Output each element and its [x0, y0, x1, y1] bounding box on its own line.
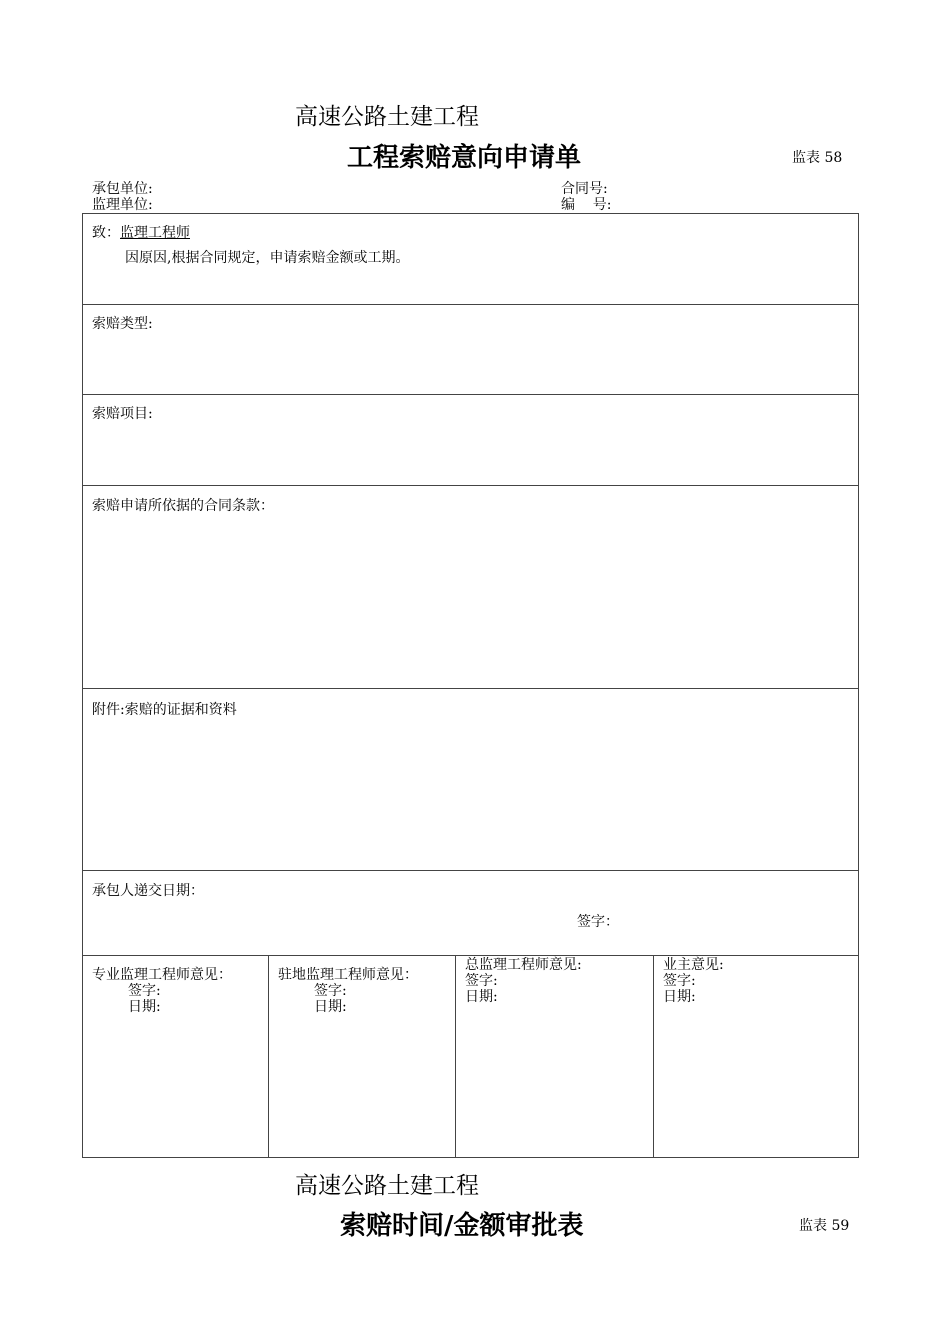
chief-engineer-opinion: 总监理工程师意见:	[465, 957, 582, 973]
claim-type-label: 索赔类型:	[92, 316, 153, 332]
owner-sign: 签字:	[663, 973, 696, 989]
serial-no-label: 编 号:	[561, 197, 612, 213]
owner-date: 日期:	[663, 989, 696, 1005]
next-form-title: 索赔时间/金额审批表	[340, 1211, 584, 1241]
column-divider	[653, 956, 654, 1158]
contract-clause-label: 索赔申请所依据的合同条款：	[92, 498, 274, 514]
addressee-line	[92, 225, 190, 241]
claim-item-label: 索赔项目:	[92, 406, 153, 422]
project-title: 高速公路土建工程	[295, 104, 479, 130]
attachment-label: 附件:索赔的证据和资料	[92, 702, 237, 718]
addressee-prefix: 致：	[92, 225, 120, 241]
row-divider	[83, 870, 858, 871]
row-divider	[83, 955, 858, 956]
resident-engineer-date: 日期:	[314, 999, 347, 1015]
submit-date-label: 承包人递交日期：	[92, 883, 204, 899]
signature-label: 签字：	[577, 914, 619, 930]
addressee-recipient: 监理工程师	[120, 225, 190, 241]
form-title: 工程索赔意向申请单	[347, 143, 582, 173]
contractor-label: 承包单位:	[92, 181, 153, 197]
chief-engineer-sign: 签字:	[465, 973, 498, 989]
intro-text: 因原因,根据合同规定，申请索赔金额或工期。	[125, 250, 410, 266]
next-project-title: 高速公路土建工程	[295, 1173, 479, 1199]
column-divider	[455, 956, 456, 1158]
owner-opinion: 业主意见:	[663, 957, 724, 973]
resident-engineer-opinion: 驻地监理工程师意见：	[278, 967, 418, 983]
claim-form-table	[82, 213, 859, 1158]
next-form-number: 监表 59	[799, 1218, 850, 1234]
specialist-engineer-date: 日期:	[128, 999, 161, 1015]
contract-no-label: 合同号:	[561, 181, 608, 197]
resident-engineer-sign: 签字:	[314, 983, 347, 999]
row-divider	[83, 688, 858, 689]
column-divider	[268, 956, 269, 1158]
form-number: 监表 58	[792, 150, 843, 166]
supervisor-unit-label: 监理单位:	[92, 197, 153, 213]
specialist-engineer-sign: 签字:	[128, 983, 161, 999]
chief-engineer-date: 日期:	[465, 989, 498, 1005]
row-divider	[83, 304, 858, 305]
specialist-engineer-opinion: 专业监理工程师意见：	[92, 967, 232, 983]
row-divider	[83, 394, 858, 395]
row-divider	[83, 485, 858, 486]
